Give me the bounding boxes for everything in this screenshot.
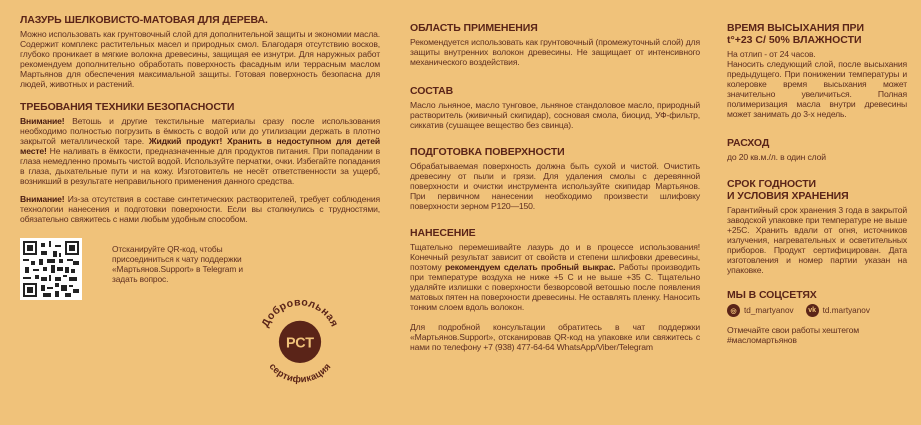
drying-conditions: t°+23 С/ 50% ВЛАЖНОСТИ xyxy=(727,34,862,46)
consumption-heading: РАСХОД xyxy=(727,137,770,149)
column-middle xyxy=(410,22,700,352)
svg-text:сертификация xyxy=(267,361,334,385)
usage-area-heading: ОБЛАСТЬ ПРИМЕНЕНИЯ xyxy=(410,22,538,34)
safety-heading: ТРЕБОВАНИЯ ТЕХНИКИ БЕЗОПАСНОСТИ xyxy=(20,101,235,113)
safety-text-part2: Не наливать в ёмкости, предназначенные для продуктов питания. При попадании в глаза немедленно промыть чистой водой. Используйте перчатки, очки. Избегайте попадания в глаза, дыхательные пути и на кожу. Изготовитель не несёт ответственности за ущерб, возникший в результате неправильного применения данного средства. xyxy=(20,146,380,186)
drying-time-heading: ВРЕМЯ ВЫСЫХАНИЯ ПРИ xyxy=(727,22,864,34)
application-text-part1: Тщательно перемешивайте лазурь до и в процессе использования! Конечный результат зависит от свойств и степени шлифовки древесины, поэтому xyxy=(410,242,700,272)
attention-body: Из-за отсутствия в составе синтетических растворителей, требует соблюдения технологии нанесения и подготовки поверхности. Если вы столкнулись с трудностями, обязательно свяжитесь с нами любым удобным способом. xyxy=(20,194,380,224)
qr-block xyxy=(20,238,380,300)
qr-code-icon[interactable] xyxy=(20,238,82,300)
hashtag-text: Отмечайте свои работы хештегом #масломартьянов xyxy=(727,325,860,345)
social-links xyxy=(727,304,907,317)
composition-text: Масло льняное, масло тунговое, льняное стандоловое масло, природный растворитель (живичный скипидар), сосновая смола, биоцид, УФ-фильтр, сиккатив (сушащее вещество без свинца). xyxy=(410,100,700,130)
consumption-text: до 20 кв.м./л. в один слой xyxy=(727,152,826,162)
storage-conditions-heading: И УСЛОВИЯ ХРАНЕНИЯ xyxy=(727,190,849,202)
drying-time-text: Наносить следующий слой, после высыхания предыдущего. При понижении температуры и колеровке время высыхания может значительно увеличиться. Полная полимеризация масла внутри древесины может занимать до 3-х недель. xyxy=(727,59,907,119)
application-heading: НАНЕСЕНИЕ xyxy=(410,227,476,239)
shelf-life-text: Гарантийный срок хранения 3 года в закрытой заводской упаковке при температуре не выше +25С. Хранить вдали от огня, источников излучения, нагревательных и осветительных приборов. Продукт сертифицирован. Дата изготовления и номер партии указан на упаковке. xyxy=(727,205,907,275)
surface-prep-heading: ПОДГОТОВКА ПОВЕРХНОСТИ xyxy=(410,146,565,158)
instagram-icon[interactable]: ◎ xyxy=(727,304,740,317)
social-heading: МЫ В СОЦСЕТЯХ xyxy=(727,289,817,301)
consultation-text: Для подробной консультации обратитесь в чат поддержки «Мартьянов.Support», отсканировав QR-код на упаковке или свяжитесь с нами по телефону +7 (938) 477-64-64 WhatsApp/Viber/Telegram xyxy=(410,322,700,352)
seal-mark: РСТ xyxy=(285,335,315,352)
safety-text-part1: Ветошь и другие текстильные материалы сразу после использования необходимо полностью погрузить в ёмкость с водой или до утилизации держать в плотно закрытой металлической таре. xyxy=(20,116,380,146)
application-text-part2: Работы производить при температуре воздуха не ниже +5 С и не выше +35 С. Тщательно удаляйте излишки с поверхности безворсовой ветошью после появления матовых пятен на поверхности древесины. Не оставлять пленку. Наносить тонким слоем вдоль волокон. xyxy=(410,262,700,312)
vk-handle[interactable]: td.martyanov xyxy=(822,306,870,315)
warning-bold: Внимание! xyxy=(20,116,65,126)
application-text xyxy=(410,242,700,312)
test-paint-bold: рекомендуем сделать пробный выкрас. xyxy=(445,262,616,272)
certification-seal-icon xyxy=(252,292,348,388)
instagram-handle[interactable]: td_martyanov xyxy=(744,306,794,315)
seal-bottom-text: сертификация xyxy=(266,361,334,386)
usage-area-text: Рекомендуется использовать как грунтовочный (промежуточный слой) для защиты внутренних волокон древесины. Не защищает от интенсивного механического воздействия. xyxy=(410,37,700,67)
child-warning-bold: Жидкий продукт! Хранить в недоступном для детей месте! xyxy=(20,136,381,156)
surface-prep-text: Обрабатываемая поверхность должна быть сухой и чистой. Очистить древесину от пыли и грязи. Для удаления смолы с деревянной поверхности и очистки инструмента используйте скипидар Мартьянов. При первичном нанесении необходимо произвести шлифовку поверхности зерном P120—150. xyxy=(410,161,700,211)
attention-bold: Внимание! xyxy=(20,194,65,204)
shelf-life-heading: СРОК ГОДНОСТИ xyxy=(727,178,816,190)
drying-tack-free: На отлип - от 24 часов. xyxy=(727,49,816,59)
column-left xyxy=(20,14,381,386)
seal-top-text: Добровольная xyxy=(259,296,341,330)
qr-instructions: Отсканируйте QR-код, чтобы присоединиться к чату поддержки «Мартьянов.Support» в Telegram и задать вопрос. xyxy=(112,244,243,284)
product-description: Можно использовать как грунтовочный слой для дополнительной защиты и экономии масла. Содержит комплекс растительных масел и природных смол. Благодаря отсутствию восков, глубоко проникает в мягкие волокна древесины, защищая ее изнутри. Для наружных работ рекомендуем дополнительно обработать поверхность фасадным или террасным маслом Мартьянов для обеспечения максимальной защиты. Готовая поверхность безопасна для людей, животных и растений. xyxy=(20,29,380,89)
safety-text xyxy=(20,116,380,186)
vk-icon[interactable]: vk xyxy=(806,304,819,317)
attention-text xyxy=(20,194,380,224)
composition-heading: СОСТАВ xyxy=(410,85,454,97)
column-right xyxy=(727,22,907,345)
product-title: ЛАЗУРЬ ШЕЛКОВИСТО-МАТОВАЯ ДЛЯ ДЕРЕВА. xyxy=(20,14,268,26)
